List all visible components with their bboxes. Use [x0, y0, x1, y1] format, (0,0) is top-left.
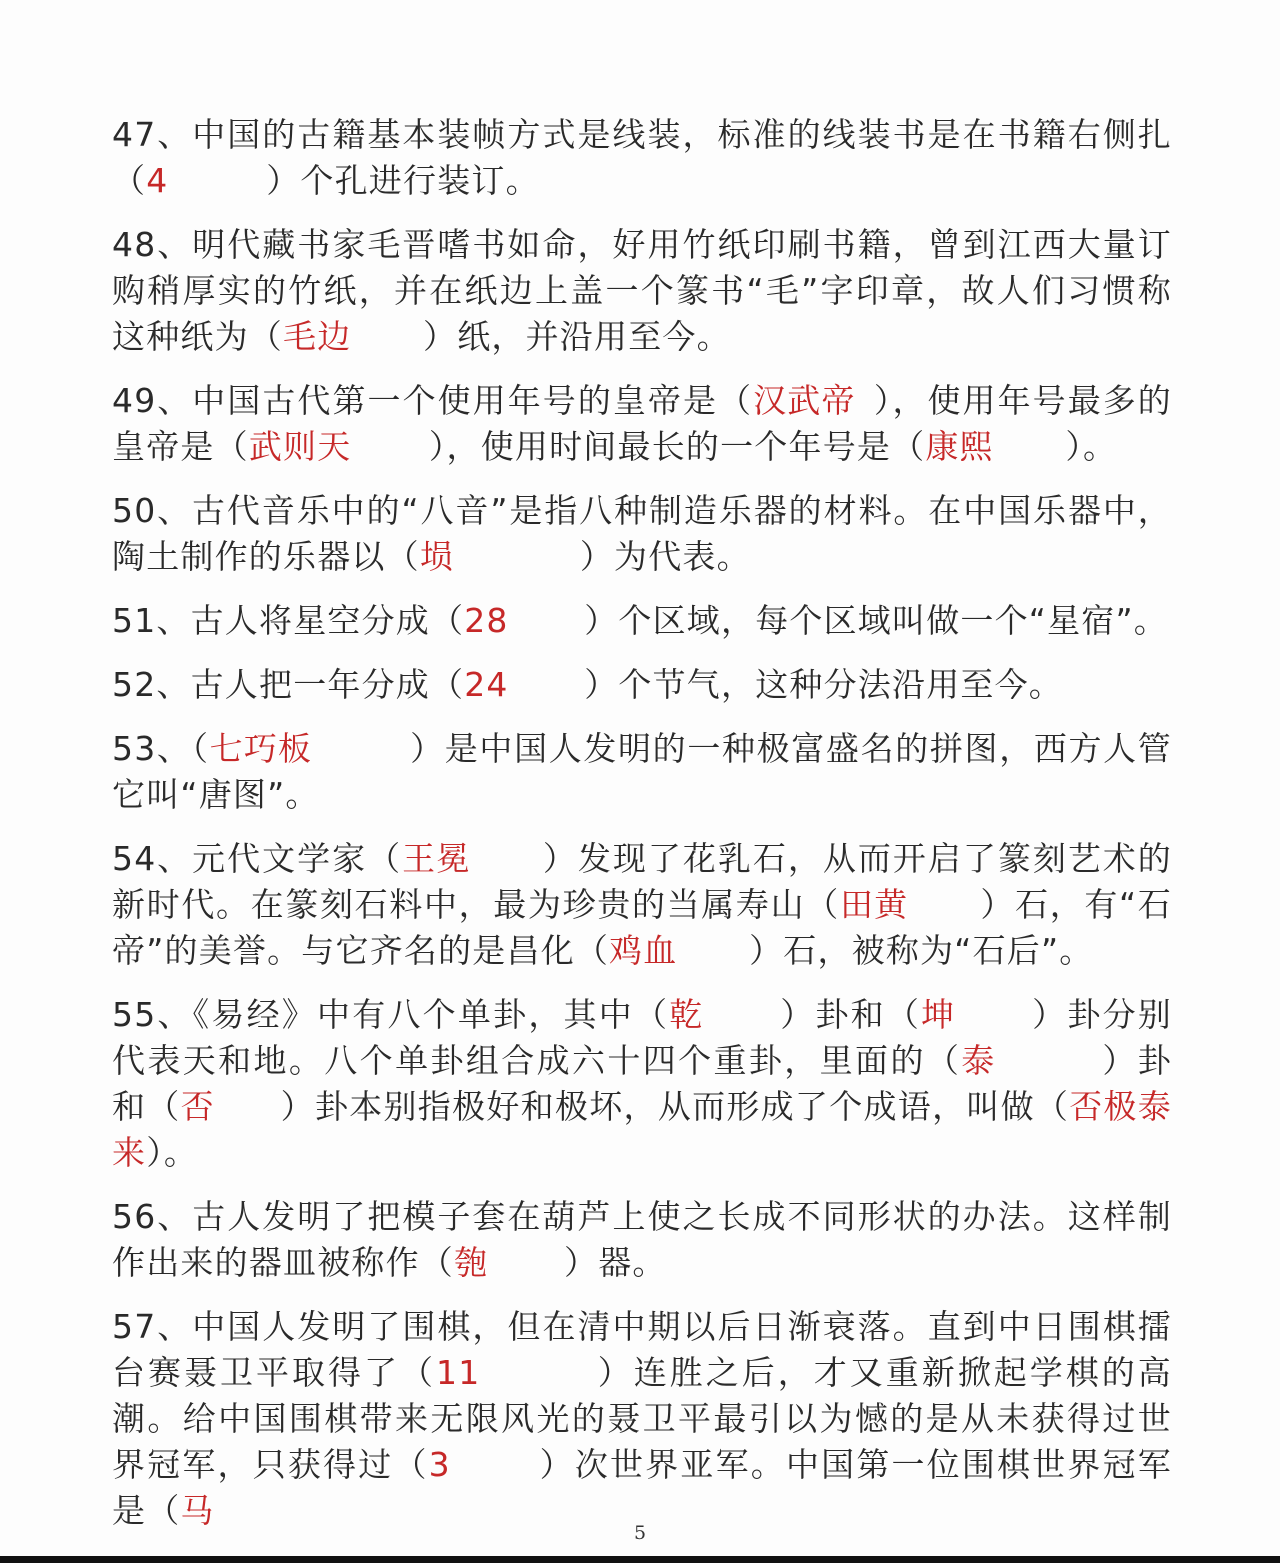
question-text: 48、明代藏书家毛晋嗜书如命，好用竹纸印刷书籍，曾到江西大量订购稍厚实的竹纸，并在纸边上盖一个篆书“毛”字印章，故人们习惯称这种纸为（ [112, 225, 1172, 356]
question-51 [112, 598, 1172, 644]
question-text: 53、（ [112, 729, 210, 768]
answer-51-1: 28 [464, 601, 509, 640]
question-text: ），使用时间最长的一个年号是（ [428, 427, 926, 466]
question-text: ）卦和（ [112, 1041, 1172, 1126]
question-text: ）卦和（ [779, 995, 922, 1034]
question-text: 47、中国的古籍基本装帧方式是线装，标准的线装书是在书籍右侧扎（ [112, 115, 1172, 200]
answer-55-1: 乾 [669, 995, 704, 1034]
question-text: ）。 [146, 1133, 199, 1172]
question-text: 55、《易经》中有八个单卦，其中（ [112, 995, 670, 1034]
answer-57-3: 3 [428, 1445, 451, 1484]
question-text: ）是中国人发明的一种极富盛名的拼图，西方人管它叫“唐图”。 [112, 729, 1172, 814]
question-text: 56、古人发明了把模子套在葫芦上使之长成不同形状的办法。这样制作出来的器皿被称作（ [112, 1197, 1172, 1282]
question-text: ）次世界亚军。中国第一位围棋世界冠军是（ [112, 1445, 1172, 1530]
question-text: ）个节气，这种分法沿用至今。 [584, 665, 1064, 704]
answer-49-3: 武则天 [248, 427, 352, 466]
question-53 [112, 726, 1172, 818]
question-57 [112, 1304, 1172, 1534]
question-text: 51、古人将星空分成（ [112, 601, 465, 640]
question-text: 52、古人把一年分成（ [112, 665, 465, 704]
question-text: ）纸，并沿用至今。 [423, 317, 731, 356]
question-52 [112, 662, 1172, 708]
question-text: ）石，有“石帝”的美誉。与它齐名的是昌化（ [112, 885, 1173, 970]
question-text: ）个孔进行装订。 [266, 161, 540, 200]
question-text: 49、中国古代第一个使用年号的皇帝是（ [112, 381, 754, 420]
question-text: ）个区域，每个区域叫做一个“星宿”。 [584, 601, 1168, 640]
question-47 [112, 112, 1172, 204]
answer-54-5: 鸡血 [609, 931, 678, 970]
question-text: ）卦分别代表天和地。八个单卦组合成六十四个重卦，里面的（ [112, 995, 1172, 1080]
question-55 [112, 992, 1172, 1176]
answer-55-3: 坤 [921, 995, 956, 1034]
question-text: 54、元代文学家（ [112, 839, 403, 878]
question-text: ），使用年号最多的皇帝是（ [112, 381, 1172, 466]
answer-48-1: 毛边 [283, 317, 352, 356]
answer-50-1: 埙 [419, 537, 455, 576]
question-text: ）为代表。 [579, 537, 751, 576]
answer-57-1: 11 [436, 1353, 481, 1392]
question-49 [112, 378, 1172, 470]
answer-56-1: 匏 [454, 1243, 489, 1282]
question-text: 57、中国人发明了围棋，但在清中期以后日渐衰落。直到中日围棋擂台赛聂卫平取得了（ [112, 1307, 1172, 1392]
answer-55-5: 泰 [961, 1041, 996, 1080]
answer-53-1: 七巧板 [209, 729, 313, 768]
answer-47-1: 4 [146, 161, 169, 200]
question-text: 50、古代音乐中的“八音”是指八种制造乐器的材料。在中国乐器中，陶土制作的乐器以（ [112, 491, 1172, 576]
question-text: ）石，被称为“石后”。 [749, 931, 1094, 970]
answer-54-3: 田黄 [839, 885, 909, 924]
bottom-border [0, 1556, 1280, 1563]
question-56 [112, 1194, 1172, 1286]
answer-49-1: 汉武帝 [753, 381, 856, 420]
question-48 [112, 222, 1172, 360]
question-54 [112, 836, 1172, 974]
question-text: ）器。 [564, 1243, 667, 1282]
question-text: ）连胜之后，才又重新掀起学棋的高潮。给中国围棋带来无限风光的聂卫平最引以为憾的是从未获得过世界冠军，只获得过（ [112, 1353, 1172, 1484]
page-number: 5 [633, 1522, 647, 1544]
question-text: ）发现了花乳石，从而开启了篆刻艺术的新时代。在篆刻石料中，最为珍贵的当属寿山（ [112, 839, 1172, 924]
question-list [112, 112, 1172, 1552]
question-text: ）卦本别指极好和极坏，从而形成了个成语，叫做（ [280, 1087, 1070, 1126]
question-text: ）。 [1065, 427, 1118, 466]
answer-55-9: 否极泰来 [112, 1087, 1172, 1172]
answer-57-5: 马 [180, 1491, 215, 1530]
answer-55-7: 否 [180, 1087, 215, 1126]
answer-54-1: 王冕 [402, 839, 471, 878]
answer-52-1: 24 [464, 665, 509, 704]
question-50 [112, 488, 1172, 580]
answer-49-5: 康熙 [925, 427, 994, 466]
